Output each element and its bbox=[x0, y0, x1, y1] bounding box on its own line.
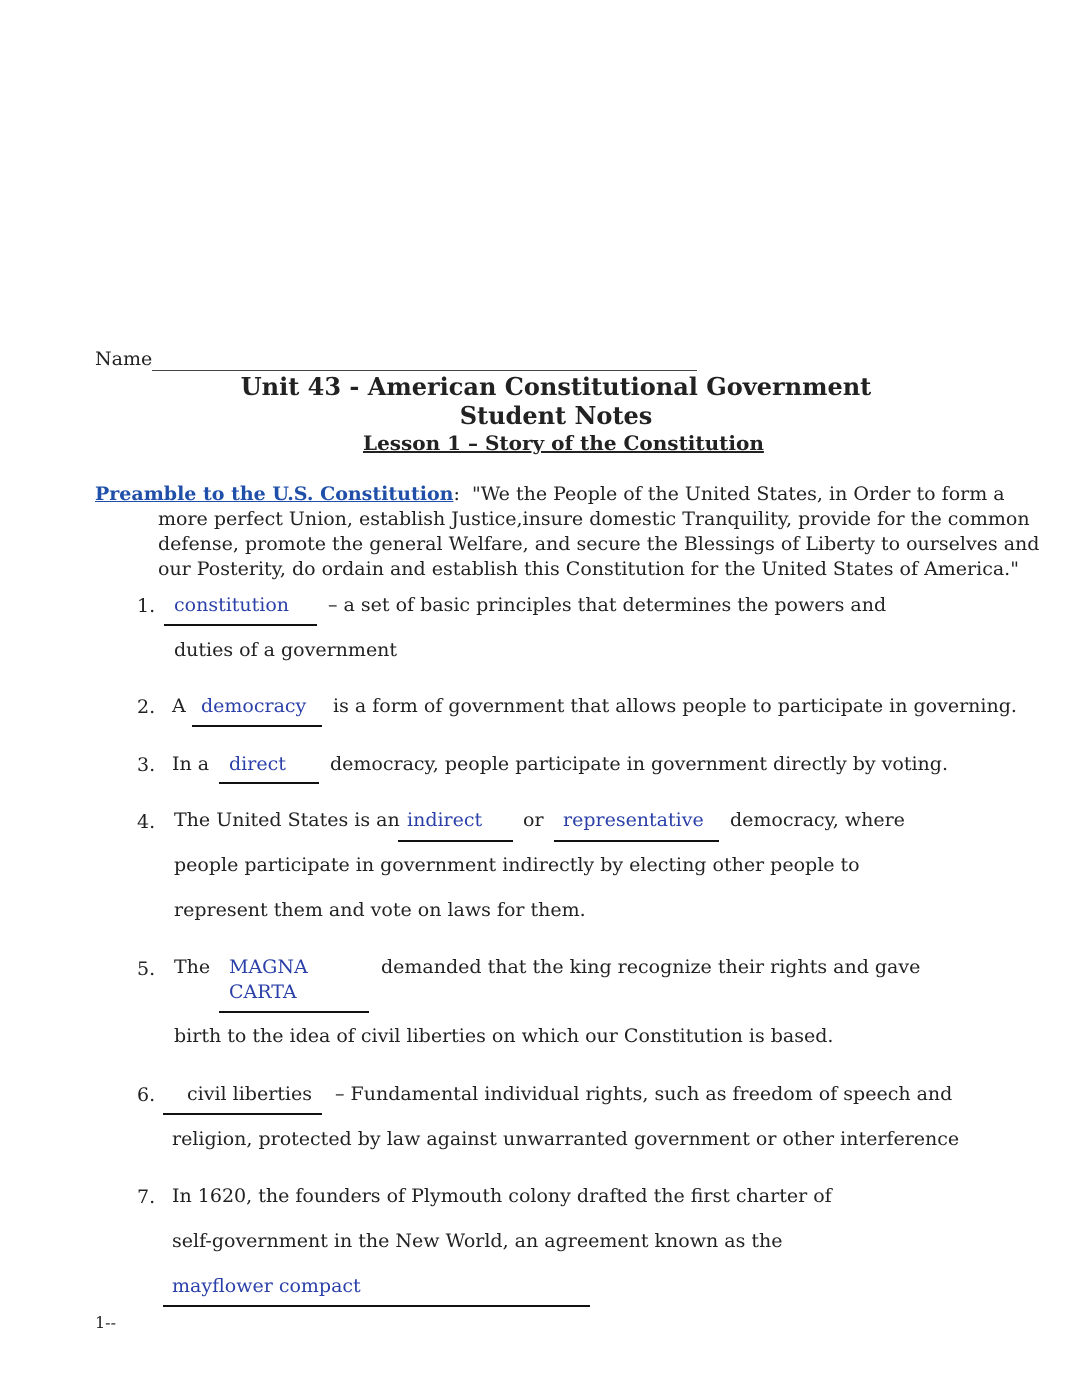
q5-pre: The bbox=[174, 956, 211, 978]
q2-answer: democracy bbox=[201, 695, 307, 717]
q6-number: 6. bbox=[137, 1084, 156, 1106]
q4-or: or bbox=[523, 809, 544, 831]
page-footer: 1-- bbox=[95, 1313, 116, 1332]
q3-blank bbox=[219, 782, 319, 784]
q5-answer-line-1: MAGNA bbox=[229, 956, 308, 978]
q4-text-1: democracy, where bbox=[730, 809, 905, 831]
q2-text: is a form of government that allows people to participate in governing. bbox=[333, 695, 1017, 717]
preamble-line-1: "We the People of the United States, in Order to form a bbox=[471, 483, 1005, 505]
q6-text-2: religion, protected by law against unwarranted government or other interference bbox=[172, 1128, 960, 1150]
q4-blank-2 bbox=[554, 840, 719, 842]
q1-number: 1. bbox=[137, 595, 156, 617]
q7-text-1: In 1620, the founders of Plymouth colony drafted the first charter of bbox=[172, 1185, 832, 1207]
q7-number: 7. bbox=[137, 1186, 156, 1208]
q4-blank-1 bbox=[398, 840, 513, 842]
name-line bbox=[152, 352, 697, 371]
q1-answer: constitution bbox=[174, 594, 290, 616]
preamble-link[interactable]: Preamble to the U.S. Constitution bbox=[95, 483, 454, 505]
q3-pre: In a bbox=[172, 753, 210, 775]
q6-text-1: – Fundamental individual rights, such as freedom of speech and bbox=[335, 1083, 953, 1105]
q1-blank bbox=[164, 624, 317, 626]
q7-blank bbox=[163, 1305, 590, 1307]
page-title: Unit 43 - American Constitutional Government bbox=[240, 372, 872, 401]
q5-number: 5. bbox=[137, 958, 156, 980]
q2-pre: A bbox=[172, 695, 186, 717]
q4-text-3: represent them and vote on laws for them. bbox=[174, 899, 586, 921]
q1-text-1: – a set of basic principles that determines the powers and bbox=[328, 594, 887, 616]
q4-answer-2: representative bbox=[563, 809, 704, 831]
q5-text-1: demanded that the king recognize their rights and gave bbox=[381, 956, 921, 978]
page-subtitle: Student Notes bbox=[459, 401, 653, 430]
q5-answer-line-2: CARTA bbox=[229, 981, 297, 1003]
q3-text: democracy, people participate in government directly by voting. bbox=[330, 753, 949, 775]
q4-answer-1: indirect bbox=[407, 809, 483, 831]
preamble-colon: : bbox=[453, 483, 460, 505]
q4-text-2: people participate in government indirectly by electing other people to bbox=[174, 854, 860, 876]
q6-blank bbox=[163, 1113, 322, 1115]
preamble-first-line bbox=[95, 482, 1005, 506]
name-label: Name bbox=[95, 348, 153, 370]
q5-blank bbox=[219, 1011, 369, 1013]
preamble-line-3: defense, promote the general Welfare, and secure the Blessings of Liberty to ourselves and bbox=[158, 533, 1040, 555]
preamble-line-4: our Posterity, do ordain and establish this Constitution for the United States of America." bbox=[158, 558, 1019, 580]
q3-answer: direct bbox=[229, 753, 286, 775]
q4-number: 4. bbox=[137, 811, 156, 833]
q7-text-2: self-government in the New World, an agreement known as the bbox=[172, 1230, 783, 1252]
preamble-line-2: more perfect Union, establish Justice,insure domestic Tranquility, provide for the common bbox=[158, 508, 1030, 530]
q7-answer: mayflower compact bbox=[172, 1275, 361, 1297]
q2-number: 2. bbox=[137, 696, 156, 718]
name-field bbox=[95, 347, 697, 371]
lesson-title: Lesson 1 – Story of the Constitution bbox=[363, 431, 764, 455]
q1-text-2: duties of a government bbox=[174, 639, 398, 661]
q6-answer: civil liberties bbox=[187, 1083, 312, 1105]
q2-blank bbox=[192, 725, 322, 727]
q3-number: 3. bbox=[137, 754, 156, 776]
q4-pre: The United States is an bbox=[174, 809, 400, 831]
q5-text-2: birth to the idea of civil liberties on which our Constitution is based. bbox=[174, 1025, 834, 1047]
